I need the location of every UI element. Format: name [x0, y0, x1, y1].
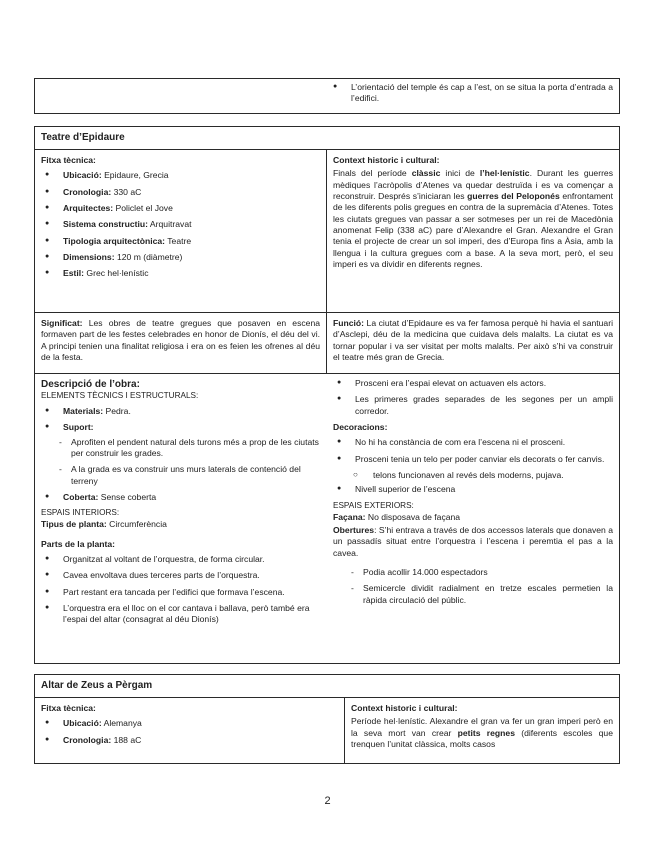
context-text: Finals del període clàssic inici de l’hel·lenístic. Durant les guerres mèdiques l’acròpolis d’Atenes va quedar destruïda i es va començar a reconstruir. Després s’iniciaran les guerres del Peloponés enfrontament de les diferents polis gregues en contra de la supremàcia d’Atenes. Totes les ciutats gregues van passar a ser sotmeses per un rei de Macedònia anomenat Felip (338 aC) pare d’Alexandre el Gran. Alexandre el Gran tenia el projecte de crear un sol imperi, des d’Europa fins a Àsia, amb la llengua i la cultura gregues com a base. A la seva mort, però, el seu imperi es va dividir en diferents regnes. — [333, 168, 614, 270]
parts-item: ● Part restant era tancada per l’edifici que formava l’escena. — [41, 587, 321, 598]
section-title: Teatre d’Epidaure — [41, 132, 125, 143]
obertures-subitem: - Podia acollir 14.000 espectadors — [333, 567, 613, 578]
section-title: Altar de Zeus a Pèrgam — [41, 680, 153, 691]
context-cell — [327, 150, 619, 312]
context-cell — [345, 698, 619, 764]
list-item: ● Prosceni era l’espai elevat on actuaven els actors. — [333, 378, 613, 389]
list-item: ● Les primeres grades separades de les segones per un ampli corredor. — [333, 394, 613, 417]
decoracions-item: ● Prosceni tenia un telo per poder canviar els decorats o fer canvis. — [333, 454, 613, 465]
descripcio-left — [35, 374, 327, 668]
tipus-planta: Tipus de planta: Circumferència — [41, 519, 167, 530]
suport-subitem: - Aprofiten el pendent natural dels turons més a prop de les ciutats per construir les grades. — [41, 437, 321, 460]
coberta-item: ● Coberta: Sense coberta — [41, 492, 321, 503]
decoracions-item: ● No hi ha constància de com era l’escena ni el prosceni. — [333, 437, 613, 448]
significat-cell: Significat: Les obres de teatre gregues que posaven en escena formaven part de les festes celebrades en honor de Dionís, el déu del vi. A principi tenien una finalitat religiosa i era on es feien les ofrenes al déu de la festa. — [35, 313, 327, 373]
fitxa-item: ● Arquitectes: Policlet el Jove — [41, 203, 320, 214]
epidaure-section — [34, 126, 620, 664]
context-title: Context historic i cultural: — [351, 703, 458, 713]
suport-item: ● Suport: - Aprofiten el pendent natural dels turons més a prop de les ciutats per construir les grades. - A la grada es va construir uns murs laterals de contenció del terreny — [41, 422, 321, 487]
suport-subitem: - A la grada es va construir uns murs laterals de contenció del terreny — [41, 464, 321, 487]
funcio-cell: Funció: La ciutat d’Epidaure es va fer famosa perquè hi havia el santuari d’Asclepi, déu de la medicina que cuidava dels malalts. La ciutat es va tornar popular i va ser visitat per molts malalts. Per això s’hi va construir el teatre més gran de Grecia. — [333, 318, 613, 363]
fitxa-list — [41, 170, 320, 279]
espais-interiors-title: ESPAIS INTERIORS: — [41, 508, 120, 518]
decoracions-sub: ○ telons funcionaven al revés dels moderns, pujava. — [333, 470, 613, 481]
elements-title: ELEMENTS TÈCNICS I ESTRUCTURALS: — [41, 391, 199, 401]
fitxa-item: ● Ubicació: Alemanya — [41, 718, 338, 729]
fitxa-item: ● Tipologia arquitectònica: Teatre — [41, 236, 320, 247]
parts-title: Parts de la planta: — [41, 538, 116, 549]
decoracions-last: ● Nivell superior de l’escena — [333, 484, 613, 495]
parts-item: ● L’orquestra era el lloc on el cor cantava i ballava, però també era l’espai del altar (consagrat al déu Dionís) — [41, 603, 321, 626]
parts-item: ● Cavea envoltava dues terceres parts de l’orquestra. — [41, 570, 321, 581]
fitxa-item: ● Sistema constructiu: Arquitravat — [41, 219, 320, 230]
obertures: Obertures: S’hi entrava a través de dos accessos laterals que donaven a un passadís situat entre l’orquestra i l’escena i peremtia el pas a la cavea. — [333, 524, 613, 558]
materials-item: ● Materials: Pedra. — [41, 406, 321, 417]
decoracions-title: Decoracions: — [333, 422, 388, 433]
fitxa-item: ● Ubicació: Epidaure, Grecia — [41, 170, 320, 181]
page-number: 2 — [324, 795, 331, 807]
fitxa-item: ● Dimensions: 120 m (diàmetre) — [41, 252, 320, 263]
descripcio-title: Descripció de l’obra: — [41, 379, 140, 390]
parts-item: ● Organitzat al voltant de l’orquestra, de forma circular. — [41, 554, 321, 565]
top-continuation-box — [34, 78, 620, 114]
fitxa-title: Fitxa tècnica: — [41, 703, 96, 713]
fitxa-tecnica — [35, 150, 327, 312]
fitxa-item: ● Cronologia: 188 aC — [41, 735, 338, 746]
pergam-section — [34, 674, 620, 764]
fitxa-tecnica — [35, 698, 345, 764]
fitxa-title: Fitxa tècnica: — [41, 155, 96, 165]
obertures-subitem: - Semicercle dividit radialment en tretze escales permetien la ràpida circulació del públic. — [333, 583, 613, 606]
descripcio-right — [327, 374, 619, 668]
orientation-bullet: ● L’orientació del temple és cap a l’est, on se situa la porta d’entrada a l’edifici. — [329, 82, 613, 105]
fitxa-item: ● Cronologia: 330 aC — [41, 187, 320, 198]
fitxa-item: ● Estil: Grec hel·lenístic — [41, 268, 320, 279]
context-text: Període hel·lenístic. Alexandre el gran va fer un gran imperi però en la seva mort van crear petits regnes (diferents escoles que trenquen l’unitat clàssica, molts casos — [351, 716, 613, 750]
espais-exteriors-title: ESPAIS EXTERIORS: — [333, 500, 414, 510]
context-title: Context historic i cultural: — [333, 155, 440, 165]
facana: Façana: No disposava de façana — [333, 511, 461, 522]
